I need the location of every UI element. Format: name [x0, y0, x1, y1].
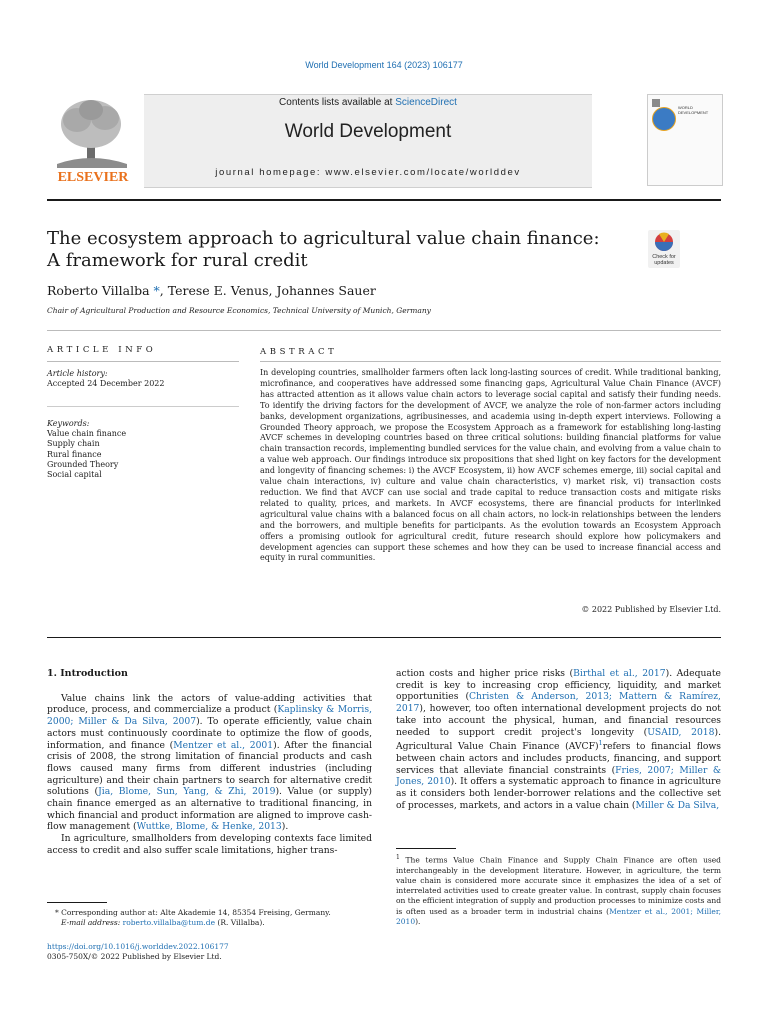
body-text: ). After the financial crisis of 2008, the strong limitation of financial products and cash flows caused many firms from different industries (including agriculture) and their chain partners to search for alternative credit solutions ( — [47, 739, 373, 798]
history-divider — [47, 406, 239, 407]
body-text: ). — [281, 821, 289, 833]
journal-cover-thumbnail[interactable] — [647, 94, 723, 186]
body-text: ). To operate efficiently, value chain actors must continuously coordinate to optimize the flow of goods, information, and finance ( — [47, 716, 372, 751]
email-line — [47, 918, 372, 928]
abstract-copyright: © 2022 Published by Elsevier Ltd. — [581, 605, 721, 614]
citation-link[interactable]: Jia, Blome, Sun, Yang, & Zhi, 2019 — [98, 786, 276, 798]
footnote-divider — [396, 848, 456, 849]
journal-banner — [144, 94, 592, 188]
citation-link[interactable]: Mentzer et al., 2001; Miller, 2010 — [396, 906, 721, 926]
contents-prefix: Contents lists available at — [279, 97, 393, 108]
keyword-item: Grounded Theory — [47, 459, 119, 469]
coauthor-names: , Terese E. Venus, Johannes Sauer — [159, 283, 376, 298]
keyword-item: Value chain finance — [47, 429, 127, 439]
abstract-heading: ABSTRACT — [260, 347, 338, 357]
article-title: The ecosystem approach to agricultural value chain finance: A framework for rural credit — [47, 228, 600, 271]
citation-link[interactable]: Kaplinsky & Morris, 2000; Miller & Da Silva, 2007 — [47, 704, 372, 728]
contents-line — [144, 97, 592, 108]
sciencedirect-link[interactable]: ScienceDirect — [395, 97, 457, 108]
crossmark-label-2: updates — [654, 260, 674, 266]
keyword-item: Rural finance — [47, 449, 102, 459]
cover-title: WORLD DEVELOPMENT — [678, 105, 709, 115]
body-paragraph — [396, 668, 721, 812]
citation-link[interactable]: Christen & Anderson, 2013; Mattern & Ramírez, 2017 — [396, 691, 721, 715]
citation-link[interactable]: Fries, 2007; Miller & Jones, 2010 — [396, 764, 721, 788]
abstract-bottom-divider — [47, 637, 721, 638]
history-value: Accepted 24 December 2022 — [47, 379, 165, 389]
journal-reference[interactable]: World Development 164 (2023) 106177 — [305, 60, 463, 70]
body-text: refers to financial flows between chain actors and includes products, financing, and support services that alleviate financial constraints ( — [396, 741, 721, 776]
footnote-number: 1 — [396, 854, 400, 861]
footnote-ref-link[interactable]: 1 — [598, 739, 603, 748]
abstract-divider — [260, 361, 721, 362]
body-column-right — [396, 668, 721, 812]
elsevier-tree-icon — [47, 94, 139, 184]
body-text: ). It offers a systematic approach to finance in agriculture as it considers both lender-borrower relations and the collective set of processes, markets, and actors in a value chain ( — [396, 776, 721, 811]
crossmark-icon — [648, 230, 680, 268]
issn-copyright: 0305-750X/© 2022 Published by Elsevier Ltd. — [47, 952, 222, 961]
footnote-text: The terms Value Chain Finance and Supply Chain Finance are often used interchangeably in the development literature. However, in agriculture, the term value chain is considered more accurate since it emphasizes the idea of a set of interrelated activities used to create greater value. In contrast, supply chain focuses on the efficient integration of supply and production processes to minimize costs and is often used as a broader term in industrial chains ( — [396, 855, 721, 916]
body-text: Value chains link the actors of value-adding activities that produce, process, and commercialize a product ( — [47, 692, 372, 716]
elsevier-logo[interactable] — [47, 94, 139, 184]
corresponding-line — [47, 908, 372, 918]
journal-homepage[interactable]: journal homepage: www.elsevier.com/locate/worlddev — [215, 167, 521, 178]
citation-link[interactable]: Mentzer et al., 2001 — [173, 739, 274, 751]
journal-title: World Development — [284, 121, 452, 142]
article-info-heading: ARTICLE INFO — [47, 345, 157, 355]
section-heading: 1. Introduction — [47, 668, 128, 679]
citation-link[interactable]: Birthal et al., 2017 — [573, 668, 666, 679]
body-text: ). Value (or supply) chain finance emerged as an alternative to traditional financing, in which financial and product information are aligned to improve cash-flow management ( — [47, 786, 372, 833]
email-suffix: (R. Villalba). — [217, 918, 265, 927]
author-name: Roberto Villalba — [47, 283, 150, 298]
doi-link[interactable]: https://doi.org/10.1016/j.worlddev.2022.106177 — [47, 942, 229, 951]
body-text: action costs and higher price risks ( — [396, 668, 574, 679]
article-info-divider — [47, 361, 239, 362]
body-paragraph — [47, 693, 372, 833]
body-column-left — [47, 668, 372, 857]
footnote-1 — [396, 853, 721, 927]
body-text: ), however, too often international development projects do not take into account the physical, human, and financial resources needed to support credit project's longevity ( — [396, 703, 721, 738]
keywords-block — [47, 419, 239, 480]
citation-link[interactable]: Wuttke, Blome, & Henke, 2013 — [136, 821, 282, 833]
body-paragraph: In agriculture, smallholders from developing contexts face limited access to credit and also suffer scale limitations, higher trans- — [47, 833, 372, 856]
footnote-text: ). — [415, 916, 421, 926]
affiliation-divider — [47, 330, 721, 331]
email-label: E-mail address: — [61, 918, 121, 927]
citation-link[interactable]: USAID, 2018 — [647, 726, 715, 738]
journal-header — [47, 94, 721, 186]
footnote-mark: * — [55, 908, 59, 917]
corresponding-footnote-divider — [47, 902, 107, 903]
keyword-item: Supply chain — [47, 439, 100, 449]
body-text: ). Adequate credit is key to increasing crop efficiency, liquidity, and market opportunities ( — [396, 668, 721, 703]
article-history — [47, 369, 239, 389]
body-text: ). Agricultural Value Chain Finance (AVCF) — [396, 726, 722, 753]
keyword-item: Social capital — [47, 470, 102, 480]
abstract-text: In developing countries, smallholder farmers often lack long-lasting sources of credit. While traditional banking, microfinance, and cooperatives have addressed some financing gaps, Agricultural Value Chain Finance (AVCF) has attracted attention as it allows value chain actors to leverage social capital and satisfy their funding needs. To identify the driving factors for the development of AVCF, we analyze the role of non-farmer actors including banks, development organizations, agribusinesses, and academia using in-depth expert interviews. Following a Grounded Theory approach, we propose the Ecosystem Approach as a framework for establishing long-lasting AVCF schemes in developing countries based on three critical solutions: building financial platforms for value chain transaction records, implementing bundled services for the value chain, and evolving from a value chain to a value web approach. Our findings introduce six propositions that shed light on key factors for the development and longevity of financing schemes: i) the AVCF Ecosystem, ii) how AVCF schemes emerge, iii) social capital and value chain interactions, iv) culture and value chain characteristics, v) market risk, vi) transaction costs reduction. We find that AVCF can use social and trade capital to reduce transaction costs and mitigate risks related to quality, prices, and markets. In AVCF ecosystems, there are financial products for interlinked agricultural value chains with a balanced focus on all chain actors, no lock-in relationships between the lenders and the borrowers, and multiple benefits for participants. As the evolution towards an Ecosystem Approach offers a promising outlook for agricultural credit, future research should explore how policymakers and development agencies can support these schemes and how they can be used to increase financial access and equity in rural communities. — [260, 368, 721, 563]
doi-block — [47, 942, 229, 962]
email-link[interactable]: roberto.villalba@tum.de — [122, 918, 216, 927]
affiliation: Chair of Agricultural Production and Resource Economics, Technical University of Munich, Germany — [47, 306, 431, 315]
citation-link[interactable]: Miller & Da Silva, — [635, 799, 720, 811]
corresponding-address: Corresponding author at: Alte Akademie 14, 85354 Freising, Germany. — [61, 908, 331, 917]
cover-globe-icon — [652, 107, 676, 131]
author-list — [47, 283, 376, 298]
history-label: Article history: — [47, 369, 108, 378]
crossmark-label-1: Check for — [652, 254, 676, 260]
cover-publisher-icon — [652, 99, 660, 107]
corresponding-author-footnote — [47, 908, 372, 928]
header-divider — [47, 199, 721, 201]
corresponding-author-link[interactable]: * — [153, 283, 160, 298]
check-for-updates-button[interactable] — [648, 230, 680, 268]
publisher-wordmark: ELSEVIER — [57, 170, 129, 184]
keywords-label: Keywords: — [47, 419, 90, 428]
